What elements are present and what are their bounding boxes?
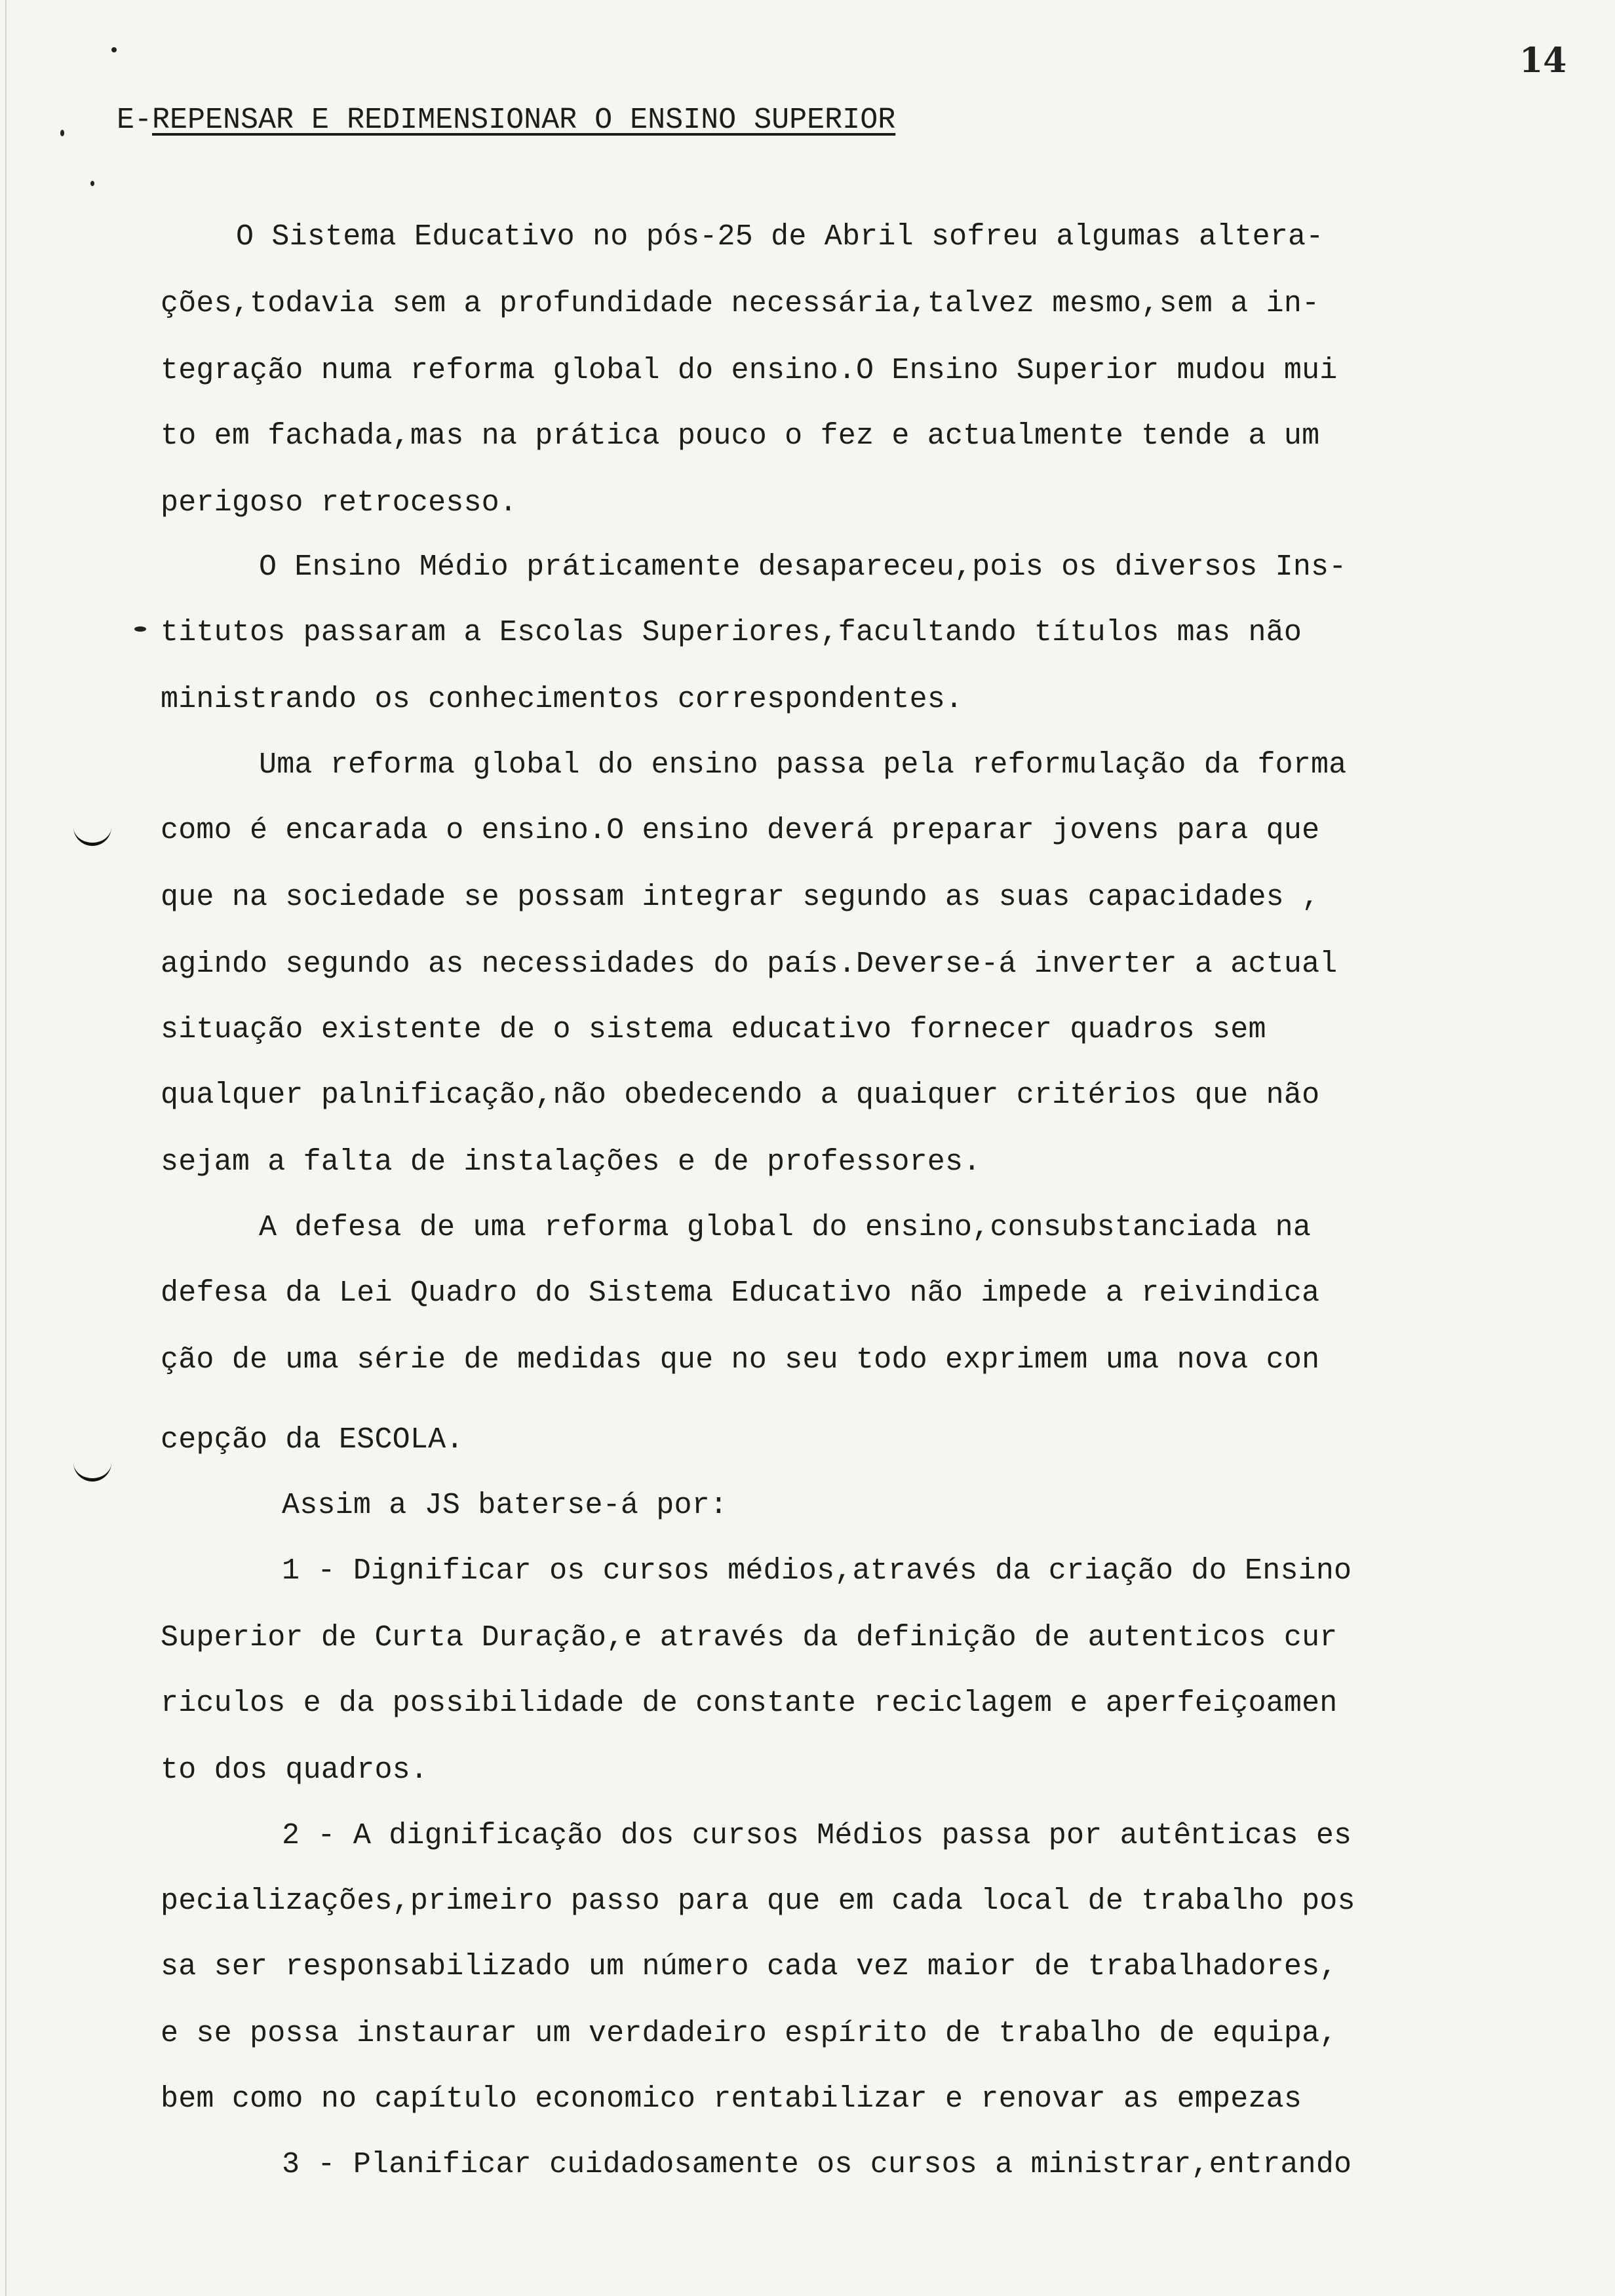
text-line: riculos e da possibilidade de constante reciclagem e aperfeiçoamen (161, 1687, 1338, 1720)
margin-mark (73, 1456, 111, 1482)
ink-speck (60, 130, 64, 136)
text-line: ministrando os conhecimentos correspondentes. (161, 683, 963, 716)
text-line: A defesa de uma reforma global do ensino,consubstanciada na (259, 1211, 1312, 1244)
ink-speck (90, 181, 94, 186)
margin-edge (5, 0, 7, 2296)
text-line: O Sistema Educativo no pós-25 de Abril sofreu algumas altera- (236, 220, 1324, 254)
text-line: 1 - Dignificar os cursos médios,através da criação do Ensino (282, 1554, 1352, 1588)
ink-speck (111, 47, 117, 52)
text-line: Uma reforma global do ensino passa pela reformulação da forma (259, 748, 1347, 782)
text-line: pecializações,primeiro passo para que em cada local de trabalho pos (161, 1885, 1355, 1918)
heading-title: REPENSAR E REDIMENSIONAR O ENSINO SUPERIOR (152, 104, 896, 137)
text-line: tegração numa reforma global do ensino.O Ensino Superior mudou mui (161, 354, 1338, 387)
text-line: defesa da Lei Quadro do Sistema Educativo não impede a reivindica (161, 1276, 1320, 1310)
text-line: O Ensino Médio práticamente desapareceu,pois os diversos Ins- (259, 550, 1347, 584)
page-number: 14 (1519, 41, 1567, 81)
text-line: titutos passaram a Escolas Superiores,facultando títulos mas não (161, 616, 1302, 649)
text-line: to em fachada,mas na prática pouco o fez e actualmente tende a um (161, 419, 1320, 453)
margin-mark (73, 820, 111, 846)
heading-prefix: E- (117, 104, 153, 137)
text-line: to dos quadros. (161, 1753, 429, 1787)
text-line: bem como no capítulo economico rentabilizar e renovar as empezas (161, 2082, 1302, 2116)
text-line: como é encarada o ensino.O ensino deverá preparar jovens para que (161, 814, 1320, 847)
text-line: ções,todavia sem a profundidade necessária,talvez mesmo,sem a in- (161, 287, 1320, 320)
text-line: ção de uma série de medidas que no seu todo exprimem uma nova con (161, 1343, 1320, 1377)
text-line: agindo segundo as necessidades do país.Deverse-á inverter a actual (161, 947, 1338, 981)
text-line: que na sociedade se possam integrar segundo as suas capacidades , (161, 881, 1320, 914)
text-line: 2 - A dignificação dos cursos Médios passa por autênticas es (282, 1819, 1352, 1852)
text-line: Superior de Curta Duração,e através da definição de autenticos cur (161, 1621, 1338, 1655)
text-line: sa ser responsabilizado um número cada vez maior de trabalhadores, (161, 1950, 1338, 1983)
text-line: cepção da ESCOLA. (161, 1423, 464, 1457)
text-line: Assim a JS baterse-á por: (282, 1489, 728, 1522)
text-line: e se possa instaurar um verdadeiro espírito de trabalho de equipa, (161, 2017, 1338, 2050)
section-heading (117, 104, 895, 137)
text-line: 3 - Planificar cuidadosamente os cursos a ministrar,entrando (282, 2148, 1352, 2181)
text-line: qualquer palnificação,não obedecendo a quaiquer critérios que não (161, 1079, 1320, 1112)
ink-speck (134, 626, 146, 632)
text-line: sejam a falta de instalações e de professores. (161, 1145, 981, 1179)
text-line: perigoso retrocesso. (161, 486, 518, 520)
text-line: situação existente de o sistema educativo fornecer quadros sem (161, 1013, 1266, 1046)
